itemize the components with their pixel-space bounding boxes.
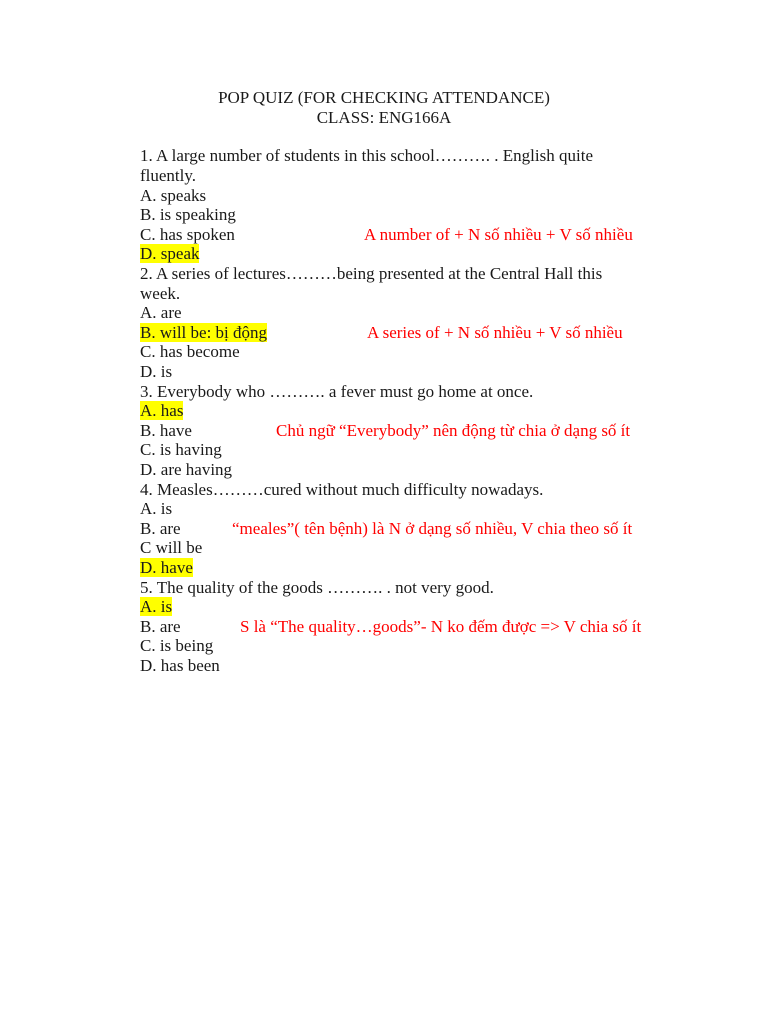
question-4-option-a: A. is [140, 499, 173, 518]
question-2-option-d: D. is [140, 362, 173, 381]
question-1-stem: 1. A large number of students in this school………. . English quite [140, 146, 593, 165]
question-5-answer-highlight: A. is [140, 597, 173, 616]
question-1-option-d [140, 244, 199, 264]
question-4-option-b: B. are [140, 519, 181, 538]
question-5-option-b: B. are [140, 617, 181, 636]
question-5-note: S là “The quality…goods”- N ko đếm được => V chia số ít [240, 617, 642, 636]
class-line: CLASS: ENG166A [316, 108, 452, 127]
question-4-answer-highlight: D. have [140, 558, 193, 577]
question-5-option-c: C. is being [140, 636, 214, 655]
question-3-option-b: B. have [140, 421, 192, 440]
question-1-option-c: C. has spoken [140, 225, 235, 244]
question-4-option-d [140, 558, 193, 578]
question-2-option-a: A. are [140, 303, 182, 322]
question-3-answer-highlight: A. has [140, 401, 184, 420]
question-5-stem: 5. The quality of the goods ………. . not very good. [140, 578, 494, 597]
question-3-option-d: D. are having [140, 460, 233, 479]
question-1-answer-highlight: D. speak [140, 244, 200, 263]
question-5-option-d: D. has been [140, 656, 220, 675]
quiz-title: POP QUIZ (FOR CHECKING ATTENDANCE) [218, 88, 550, 107]
question-4-option-c: C will be [140, 538, 203, 557]
question-3-stem: 3. Everybody who ………. a fever must go home at once. [140, 382, 534, 401]
question-3-option-a [140, 401, 183, 421]
question-2-note: A series of + N số nhiều + V số nhiều [367, 323, 623, 342]
question-3-option-c: C. is having [140, 440, 222, 459]
question-2-stem-continued: week. [140, 284, 181, 303]
question-1-option-a: A. speaks [140, 186, 207, 205]
question-2-option-b [140, 323, 267, 343]
question-4-note: “meales”( tên bệnh) là N ở dạng số nhiều, V chia theo số ít [232, 519, 633, 538]
question-2-answer-highlight: B. will be: bị động [140, 323, 268, 342]
question-2-option-c: C. has become [140, 342, 240, 361]
question-1-option-b: B. is speaking [140, 205, 236, 224]
question-4-stem: 4. Measles………cured without much difficulty nowadays. [140, 480, 544, 499]
question-2-stem: 2. A series of lectures………being presented at the Central Hall this [140, 264, 603, 283]
question-1-stem-continued: fluently. [140, 166, 197, 185]
question-1-note: A number of + N số nhiều + V số nhiều [364, 225, 633, 244]
question-5-option-a [140, 597, 172, 617]
question-3-note: Chủ ngữ “Everybody” nên động từ chia ở dạng số ít [276, 421, 631, 440]
